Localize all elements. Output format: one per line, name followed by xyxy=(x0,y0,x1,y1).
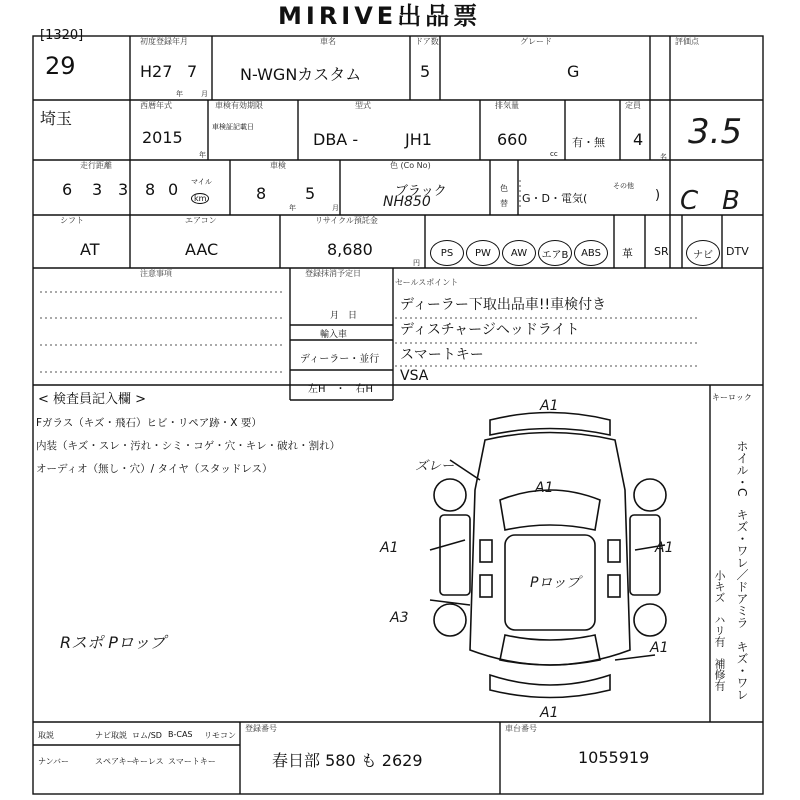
insp-year: 8 xyxy=(256,184,267,203)
label-doors: ドア数 xyxy=(415,37,439,46)
plate-number: 春日部 580 も 2629 xyxy=(272,751,423,770)
fuel-type: G・D・電気( xyxy=(522,192,588,205)
bottom-item: キーレス xyxy=(132,757,164,766)
label-reg-date: 初度登録年月 xyxy=(140,37,188,46)
era-mark: 年 xyxy=(176,90,183,98)
color-code: NH850 xyxy=(383,194,431,210)
damage-mark: A1 xyxy=(540,398,559,414)
damage-mark: A1 xyxy=(380,540,399,556)
mileage-digit: 0 xyxy=(168,180,179,199)
insp-month: 5 xyxy=(305,184,316,203)
color-lbl1: 色 xyxy=(500,184,508,193)
year-mark: 年 xyxy=(199,151,206,159)
label-insp: 車検 xyxy=(270,161,286,170)
bottom-item: 取説 xyxy=(38,731,54,740)
damage-mark: A1 xyxy=(535,480,554,496)
interior-grade: C xyxy=(680,186,699,216)
seat-unit: 名 xyxy=(660,153,667,161)
model-prefix: DBA - xyxy=(313,130,359,149)
recycle-unit: 円 xyxy=(413,259,420,267)
fuel-close: ) xyxy=(655,188,661,203)
label-recycle: リサイクル預託金 xyxy=(315,216,378,225)
label-model: 車名 xyxy=(320,37,336,46)
mileage-digit: 3 xyxy=(92,180,103,199)
mileage-digit: 3 xyxy=(118,180,129,199)
damage-mark: A1 xyxy=(540,705,559,721)
dealer-parallel: ディーラー・並行 xyxy=(300,354,380,365)
mileage-digit: 8 xyxy=(145,180,156,199)
equip-leather: 革 xyxy=(622,247,633,260)
label-plate: 登録番号 xyxy=(245,724,277,733)
inspector-line: 内装（キズ・スレ・汚れ・シミ・コゲ・穴・キレ・破れ・割れ） xyxy=(36,440,341,452)
wheel-mirror-label: ホイル・C キズ・ワレ／ドアミラ キズ・ワレ xyxy=(735,440,749,701)
label-year: 西暦年式 xyxy=(140,101,172,110)
inspector-line: オーディオ（無し・穴）/ タイヤ（スタッドレス） xyxy=(36,463,273,475)
model-name: N-WGNカスタム xyxy=(240,65,362,84)
seat-count: 4 xyxy=(633,130,644,149)
label-seats: 定員 xyxy=(625,101,641,110)
form-title: MIRIVE出品票 xyxy=(278,2,482,30)
insp-month-mark: 月 xyxy=(332,204,339,212)
equip-dtv: DTV xyxy=(726,245,749,258)
label-aircon: エアコン xyxy=(185,216,217,225)
inspector-line: Fガラス（キズ・飛石）ヒビ・リペア跡・X 要） xyxy=(36,417,262,429)
inspector-handwritten: Rスポ Pロップ xyxy=(60,633,166,652)
sales-point: VSA xyxy=(400,368,429,384)
transmission: AT xyxy=(80,240,100,259)
option-select: 有・無 xyxy=(572,136,605,149)
import-label: 輸入車 xyxy=(320,330,348,340)
lot-number: 29 xyxy=(45,52,76,80)
grade-value: G xyxy=(567,62,580,81)
bottom-item: ナビ取説 xyxy=(95,731,127,740)
damage-legend: 小キズ ハリ有 補修有 xyxy=(713,570,726,691)
model-year: 2015 xyxy=(142,128,183,147)
sales-point: ディスチャージヘッドライト xyxy=(400,322,580,338)
reg-era: H27 xyxy=(140,62,173,81)
sales-point: スマートキー xyxy=(400,347,484,363)
region: 埼玉 xyxy=(40,109,73,128)
label-shift: シフト xyxy=(60,216,84,225)
date-fields: 月 日 xyxy=(330,311,358,321)
label-displacement: 排気量 xyxy=(495,101,519,110)
bottom-item: スマートキー xyxy=(168,757,216,766)
label-inspection: 車検有効期限 xyxy=(215,101,263,110)
bottom-item: ロム/SD xyxy=(132,731,162,740)
equip-navi: ナビ xyxy=(686,240,720,266)
equip-ps: PS xyxy=(430,240,464,266)
color-name: ブラック xyxy=(395,184,447,199)
bottom-item: スペアキー xyxy=(95,757,135,766)
key-lock-label: キーロック xyxy=(712,393,752,402)
label-reg-cancel: 登録抹消予定日 xyxy=(305,269,361,278)
damage-mark: Pロップ xyxy=(530,575,581,591)
fuel-other: その他 xyxy=(613,182,634,190)
cc-unit: cc xyxy=(550,150,558,158)
inspector-title: < 検査員記入欄 > xyxy=(38,392,147,407)
sales-point: ディーラー下取出品車!!車検付き xyxy=(400,297,607,313)
color-lbl2: 替 xyxy=(500,199,508,208)
label-model-type: 型式 xyxy=(355,101,371,110)
exterior-grade: B xyxy=(722,186,740,216)
recycle-amount: 8,680 xyxy=(327,240,373,259)
label-mileage: 走行距離 xyxy=(80,161,112,170)
displacement: 660 xyxy=(497,130,528,149)
mileage-unit-km: km xyxy=(191,193,209,204)
month-mark: 月 xyxy=(201,90,208,98)
damage-mark: A3 xyxy=(390,610,409,626)
label-sales: セールスポイント xyxy=(395,278,459,287)
insp-note: 車検証記載日 xyxy=(212,123,254,131)
score-value: 3.5 xyxy=(688,112,743,152)
model-code: JH1 xyxy=(405,130,432,149)
equip-abs: ABS xyxy=(574,240,608,266)
chassis-number: 1055919 xyxy=(578,748,650,767)
label-grade: グレード xyxy=(520,37,552,46)
car-diagram xyxy=(400,400,700,720)
equip-sr: SR xyxy=(654,245,669,258)
label-chassis: 車台番号 xyxy=(505,724,537,733)
label-color: 色 (Co No) xyxy=(390,161,431,170)
bottom-item: B-CAS xyxy=(168,730,193,739)
label-notes: 注意事項 xyxy=(140,269,172,278)
bottom-item: リモコン xyxy=(204,731,236,740)
aircon: AAC xyxy=(185,240,219,259)
damage-mark: ズレー xyxy=(415,459,455,474)
equip-airbag: エアB xyxy=(538,240,572,266)
damage-mark: A1 xyxy=(650,640,669,656)
equip-pw: PW xyxy=(466,240,500,266)
label-score: 評価点 xyxy=(675,37,699,46)
door-count: 5 xyxy=(420,62,431,81)
insp-year-mark: 年 xyxy=(289,204,296,212)
mileage-digit: 6 xyxy=(62,180,73,199)
sheet-number: [1320] xyxy=(40,28,84,43)
reg-month: 7 xyxy=(187,62,198,81)
bottom-item: ナンバー xyxy=(38,757,70,766)
equip-aw: AW xyxy=(502,240,536,266)
mileage-unit-mile: マイル xyxy=(191,178,212,186)
damage-mark: A1 xyxy=(655,540,674,556)
handle-side: 左H ・ 右H xyxy=(308,384,374,395)
